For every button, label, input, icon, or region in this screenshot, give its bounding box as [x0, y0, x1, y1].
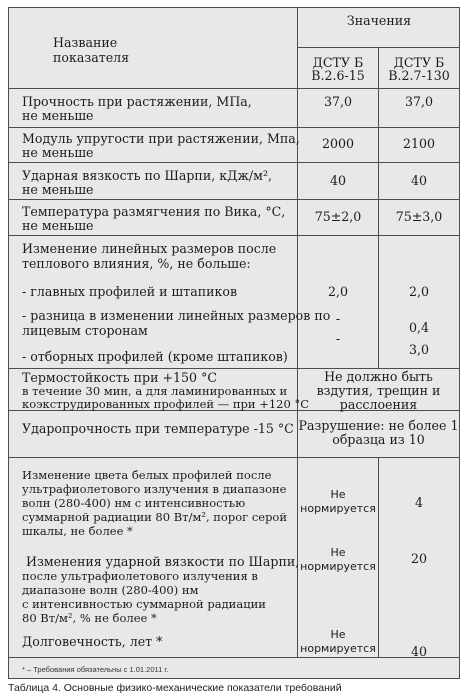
- row10-value-col1-line1: Не: [330, 628, 346, 641]
- row1-value-col1: 37,0: [323, 94, 353, 109]
- row9-value-col2: 20: [410, 551, 428, 566]
- row5-sub1-value-col2: 2,0: [408, 284, 430, 299]
- row8-value-col1-line1: Не: [330, 488, 346, 501]
- table-border-top: [8, 7, 460, 8]
- row10-value-col2: 40: [410, 644, 428, 659]
- row6-merged-line2: вздутия, трещин и: [316, 383, 441, 398]
- divider-row1: [8, 127, 460, 128]
- table-border-bottom: [8, 678, 460, 679]
- divider-row7: [8, 457, 460, 458]
- row10-value-col1-line2: нормируется: [300, 642, 376, 655]
- row5-label-line2: теплового влияния, %, не больше:: [22, 256, 251, 271]
- row2-label-line2: не меньше: [22, 145, 94, 160]
- row10-label: Долговечность, лет *: [22, 634, 163, 649]
- row6-label-line3: коэкструдированных профилей — при +120 °С: [22, 397, 309, 411]
- row5-sub3-label: - отборных профилей (кроме штапиков): [22, 349, 288, 364]
- row6-merged-line3: расслоения: [339, 397, 418, 412]
- row9-label-line1: Изменения ударной вязкости по Шарпи,: [26, 554, 300, 569]
- row5-sub3-value-col1: -: [335, 331, 341, 346]
- header-values: Значения: [346, 13, 412, 28]
- divider-row4: [8, 235, 460, 236]
- table-caption: Таблица 4. Основные физико-механические показатели требований: [8, 682, 342, 694]
- header-name-line1: Название: [53, 35, 118, 50]
- row3-value-col1: 40: [329, 173, 347, 188]
- row4-value-col1: 75±2,0: [314, 209, 362, 224]
- row6-merged-line1: Не должно быть: [324, 369, 433, 384]
- row2-value-col1: 2000: [321, 136, 355, 151]
- row8-label-line1: Изменение цвета белых профилей после: [22, 468, 272, 482]
- row1-label-line1: Прочность при растяжении, МПа,: [22, 94, 252, 109]
- header-col2-line2: В.2.7-130: [388, 68, 450, 83]
- row8-value-col2: 4: [414, 495, 423, 510]
- row5-sub2-value-col2: 0,4: [408, 320, 430, 335]
- row4-value-col2: 75±3,0: [395, 209, 443, 224]
- row6-label-line1: Термостойкость при +150 °С: [22, 370, 218, 385]
- row5-label-line1: Изменение линейных размеров после: [22, 241, 277, 256]
- row8-label-line4: суммарной радиации 80 Вт/м², порог серой: [22, 510, 288, 524]
- row8-label-line3: волн (280-400) нм с интенсивностью: [22, 496, 246, 510]
- row3-value-col2: 40: [410, 173, 428, 188]
- row9-label-line2: после ультрафиолетового излучения в: [22, 569, 258, 583]
- row8-label-line2: ультрафиолетового излучения в диапазоне: [22, 482, 287, 496]
- table-footnote: * – Требования обязательны с 1.01.2011 г.: [22, 665, 169, 674]
- table-border-left: [8, 7, 9, 679]
- row2-label-line1: Модуль упругости при растяжении, Мпа,: [22, 131, 300, 146]
- divider-row3: [8, 199, 460, 200]
- row5-sub3-value-col2: 3,0: [408, 342, 430, 357]
- row1-label-line2: не меньше: [22, 108, 94, 123]
- header-col1-line2: В.2.6-15: [311, 68, 365, 83]
- row5-sub2-label-line2: лицевым сторонам: [22, 323, 148, 338]
- row7-merged-line2: образца из 10: [332, 432, 425, 447]
- row9-label-line3: диапазоне волн (280-400) нм: [22, 583, 199, 597]
- divider-header: [8, 88, 460, 89]
- header-name-line2: показателя: [53, 50, 130, 65]
- header-col1-line1: ДСТУ Б: [312, 55, 364, 70]
- row9-label-line5: 80 Вт/м², % не более *: [22, 611, 157, 625]
- row9-value-col1-line2: нормируется: [300, 560, 376, 573]
- properties-table: [8, 7, 460, 679]
- row9-label-line4: с интенсивностью суммарной радиации: [22, 597, 266, 611]
- row9-value-col1-line1: Не: [330, 546, 346, 559]
- row8-value-col1-line2: нормируется: [300, 502, 376, 515]
- table-border-right: [459, 7, 460, 679]
- row5-sub2-label-line1: - разница в изменении линейных размеров по: [22, 308, 331, 323]
- row7-merged-line1: Разрушение: не более 1: [298, 418, 459, 433]
- row4-label-line1: Температура размягчения по Вика, °С,: [22, 204, 286, 219]
- row2-value-col2: 2100: [402, 136, 436, 151]
- divider-row2: [8, 162, 460, 163]
- row8-label-line5: шкалы, не более *: [22, 524, 133, 538]
- row4-label-line2: не меньше: [22, 218, 94, 233]
- row3-label-line2: не меньше: [22, 182, 94, 197]
- row6-label-line2: в течение 30 мин, а для ламинированных и: [22, 384, 288, 398]
- row3-label-line1: Ударная вязкость по Шарпи, кДж/м²,: [22, 168, 273, 183]
- row7-label: Ударопрочность при температуре -15 °С: [22, 421, 294, 436]
- header-col2-line1: ДСТУ Б: [393, 55, 445, 70]
- divider-header-sub: [297, 47, 460, 48]
- row1-value-col2: 37,0: [404, 94, 434, 109]
- row5-sub1-value-col1: 2,0: [327, 284, 349, 299]
- row5-sub1-label: - главных профилей и штапиков: [22, 284, 238, 299]
- row5-sub2-value-col1: -: [335, 311, 341, 326]
